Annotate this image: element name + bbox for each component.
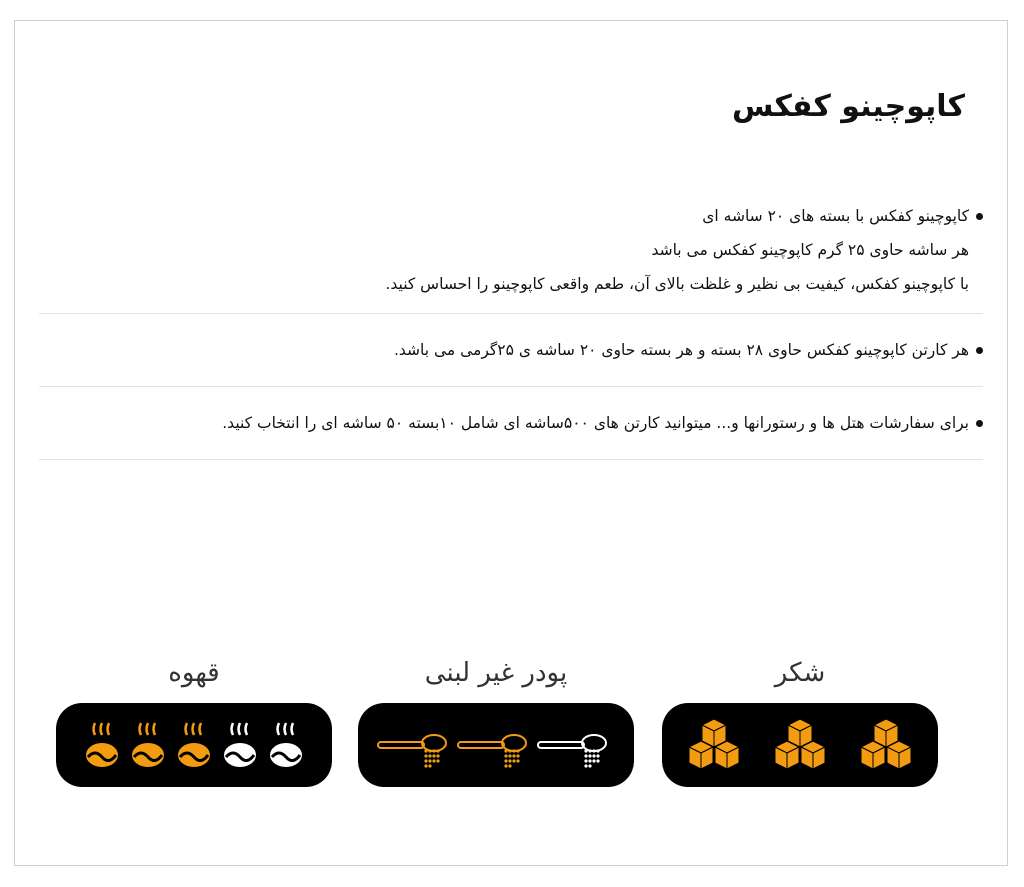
coffee-rating-meter — [56, 703, 332, 787]
detail-line-package: کاپوچینو کفکس با بسته های ۲۰ ساشه ای — [39, 199, 983, 233]
detail-line-quality: با کاپوچینو کفکس، کیفیت بی نظیر و غلظت بالای آن، طعم واقعی کاپوچینو را احساس کنید. — [385, 275, 969, 293]
sugar-rating-meter — [662, 703, 938, 787]
spoon-icon — [378, 735, 446, 768]
sugar-cube-icon — [775, 719, 825, 769]
detail-line-sachet: هر ساشه حاوی ۲۵ گرم کاپوچینو کفکس می باشد — [651, 241, 969, 259]
details-section-carton — [39, 313, 983, 387]
creamer-spoons — [358, 703, 634, 787]
product-title: کاپوچینو کفکس — [731, 89, 965, 124]
creamer-rating-label: پودر غیر لبنی — [424, 658, 568, 688]
coffee-bean-icon — [178, 723, 210, 767]
sugar-cubes — [662, 703, 938, 787]
coffee-bean-icon — [270, 723, 302, 767]
details-section-hotels — [39, 386, 983, 460]
coffee-rating-label: قهوه — [168, 658, 220, 688]
coffee-bean-icon — [132, 723, 164, 767]
coffee-bean-icon — [224, 723, 256, 767]
sugar-rating-label: شکر — [774, 658, 826, 688]
details-section-packaging — [39, 191, 983, 314]
sugar-cube-icon — [689, 719, 739, 769]
sugar-cube-icon — [861, 719, 911, 769]
coffee-beans — [56, 703, 332, 787]
coffee-bean-icon — [86, 723, 118, 767]
detail-line-carton: هر کارتن کاپوچینو کفکس حاوی ۲۸ بسته و هر بسته حاوی ۲۰ ساشه ی ۲۵گرمی می باشد. — [39, 333, 983, 367]
detail-line-hotels: برای سفارشات هتل ها و رستورانها و... میتوانید کارتن های ۵۰۰ساشه ای شامل ۱۰بسته ۵۰ ساشه ای را انتخاب کنید. — [39, 406, 983, 440]
spoon-icon — [538, 735, 606, 768]
creamer-rating-meter — [358, 703, 634, 787]
spoon-icon — [458, 735, 526, 768]
